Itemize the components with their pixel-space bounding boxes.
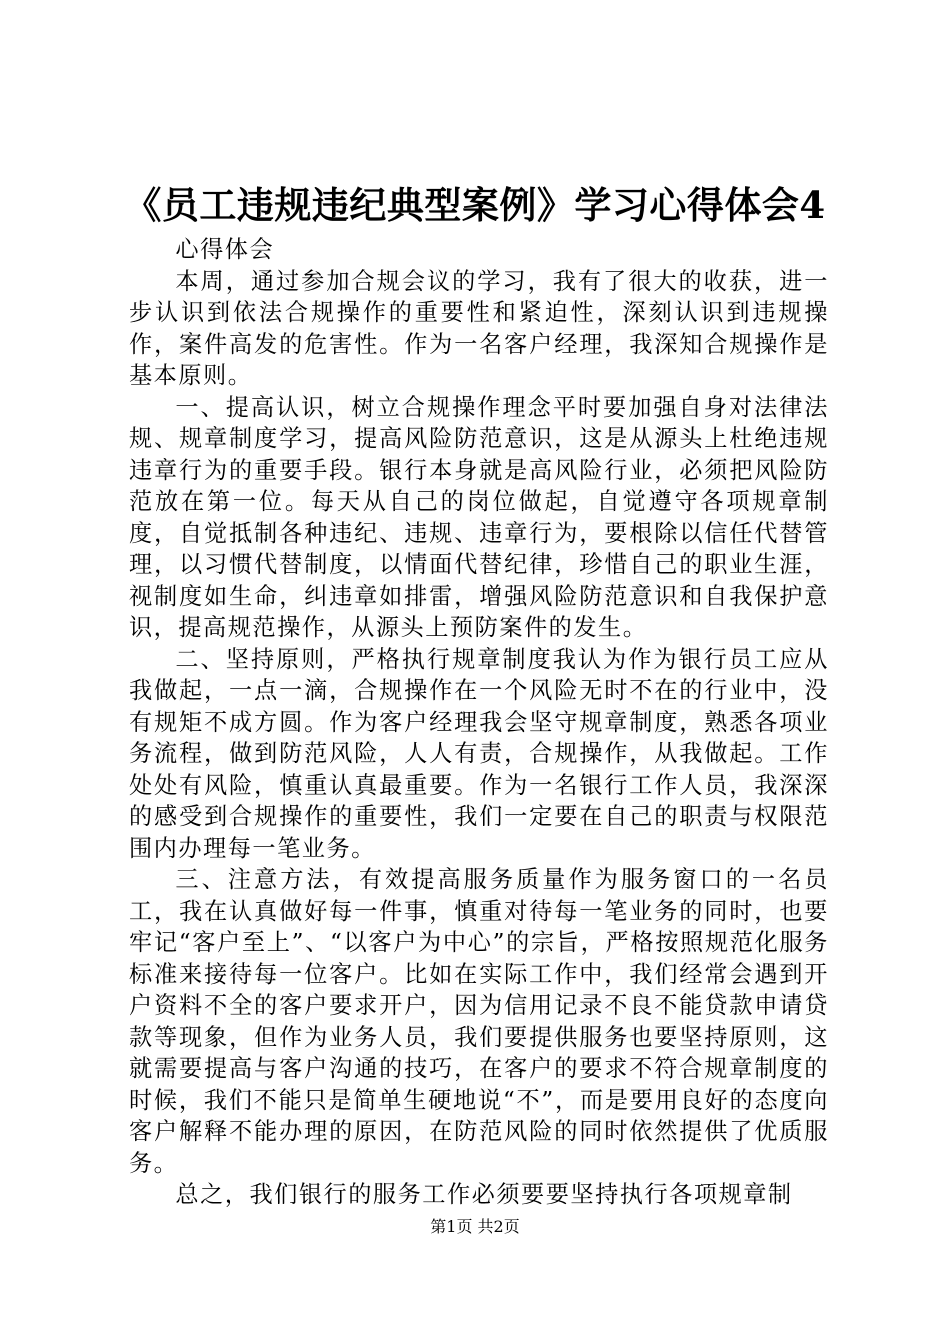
paragraph-conclusion: 总之，我们银行的服务工作必须要要坚持执行各项规章制 bbox=[175, 1181, 793, 1208]
paragraph-section-3: 三、注意方法，有效提高服务质量作为服务窗口的一名员工，我在认真做好每一件事，慎重对待每一笔业务的同时，也要牢记“客户至上”、“以客户为中心”的宗旨，严格按照规范化服务标准来接待每一位客户。比如在实际工作中，我们经常会遇到开户资料不全的客户要求开户，因为信用记录不良不能贷款申请贷款等现象，但作为业务人员，我们要提供服务也要坚持原则，这就需要提高与客户沟通的技巧，在客户的要求不符合规章制度的时候，我们不能只是简单生硬地说“不”，而是要用良好的态度向客户解释不能办理的原因，在防范风险的同时依然提供了优质服务。 bbox=[129, 866, 829, 1177]
page-footer: 第1页 共2页 bbox=[430, 1217, 520, 1236]
document-title: 《员工违规违纪典型案例》学习心得体会4 bbox=[124, 183, 826, 227]
paragraph-section-1: 一、提高认识，树立合规操作理念平时要加强自身对法律法规、规章制度学习，提高风险防范意识，这是从源头上杜绝违规违章行为的重要手段。银行本身就是高风险行业，必须把风险防范放在第一位。每天从自己的岗位做起，自觉遵守各项规章制度，自觉抵制各种违纪、违规、违章行为，要根除以信任代替管理，以习惯代替制度，以情面代替纪律，珍惜自己的职业生涯，视制度如生命，纠违章如排雷，增强风险防范意识和自我保护意识，提高规范操作，从源头上预防案件的发生。 bbox=[129, 393, 829, 641]
paragraph-heading: 心得体会 bbox=[175, 236, 275, 263]
paragraph-section-2: 二、坚持原则，严格执行规章制度我认为作为银行员工应从我做起，一点一滴，合规操作在一个风险无时不在的行业中，没有规矩不成方圆。作为客户经理我会坚守规章制度，熟悉各项业务流程，做到防范风险，人人有责，合规操作，从我做起。工作处处有风险，慎重认真最重要。作为一名银行工作人员，我深深的感受到合规操作的重要性，我们一定要在自己的职责与权限范围内办理每一笔业务。 bbox=[129, 645, 829, 862]
paragraph-intro: 本周，通过参加合规会议的学习，我有了很大的收获，进一步认识到依法合规操作的重要性和紧迫性，深刻认识到违规操作，案件高发的危害性。作为一名客户经理，我深知合规操作是基本原则。 bbox=[129, 267, 829, 389]
document-body bbox=[129, 234, 829, 1211]
